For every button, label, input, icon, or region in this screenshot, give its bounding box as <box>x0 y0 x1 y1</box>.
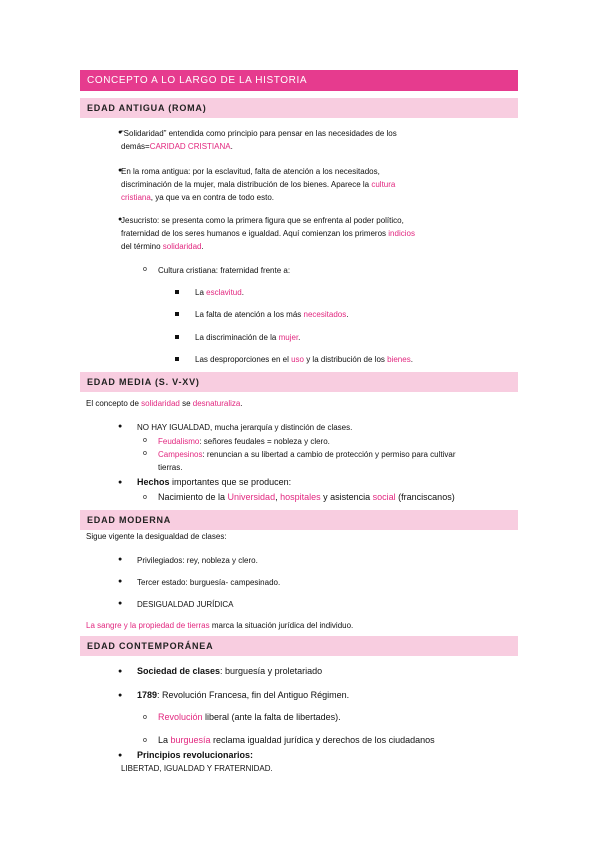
bullet-icon: ● <box>118 692 123 699</box>
section-heading-moderna: EDAD MODERNA <box>80 510 518 530</box>
text-line: tierras. <box>158 463 183 472</box>
list-item: NO HAY IGUALDAD, mucha jerarquía y distinción de clases. <box>137 423 353 432</box>
text-line: “Solidaridad” entendida como principio para pensar en las necesidades de los <box>121 129 397 138</box>
list-item: La discriminación de la mujer. <box>195 333 301 342</box>
list-item <box>121 127 397 153</box>
circle-bullet-icon: o <box>143 714 147 721</box>
sub-list-heading: Cultura cristiana: fraternidad frente a: <box>158 266 291 275</box>
bullet-icon: ● <box>118 423 123 430</box>
list-item: Tercer estado: burguesía- campesinado. <box>137 578 281 587</box>
list-item: Privilegiados: rey, nobleza y clero. <box>137 556 258 565</box>
text-line: del término solidaridad. <box>121 242 204 251</box>
list-item <box>121 214 415 253</box>
text-line: Jesucristo: se presenta como la primera figura que se enfrenta al poder político, <box>121 216 404 225</box>
list-item: Hechos importantes que se producen: <box>137 477 292 487</box>
circle-bullet-icon: o <box>143 737 147 744</box>
list-item <box>158 448 456 474</box>
circle-bullet-icon: o <box>143 450 147 457</box>
text-line: En la roma antigua: por la esclavitud, falta de atención a los necesitados, <box>121 167 380 176</box>
section-heading-media: EDAD MEDIA (S. V-XV) <box>80 372 518 392</box>
text-line: Campesinos: renuncian a su libertad a cambio de protección y permiso para cultivar <box>158 450 456 459</box>
bullet-icon: ● <box>118 752 123 759</box>
paragraph: El concepto de solidaridad se desnaturaliza. <box>86 399 243 408</box>
list-item: Nacimiento de la Universidad, hospitales y asistencia social (franciscanos) <box>158 492 455 502</box>
text-line: cristiana, ya que va en contra de todo esto. <box>121 193 274 202</box>
bullet-icon: ● <box>118 556 123 563</box>
bullet-icon: ● <box>118 129 123 136</box>
bullet-icon: ● <box>118 167 123 174</box>
text-line: fraternidad de los seres humanos e igualdad. Aquí comienzan los primeros indicios <box>121 229 415 238</box>
section-heading-antigua: EDAD ANTIGUA (ROMA) <box>80 98 518 118</box>
text-line: LIBERTAD, IGUALDAD Y FRATERNIDAD. <box>121 764 273 773</box>
circle-bullet-icon: o <box>143 437 147 444</box>
circle-bullet-icon: o <box>143 494 147 501</box>
bullet-icon: ● <box>118 479 123 486</box>
list-item: DESIGUALDAD JURÍDICA <box>137 600 234 609</box>
list-item: Sociedad de clases: burguesía y proletariado <box>137 666 323 676</box>
list-item <box>121 749 273 775</box>
bullet-icon: ● <box>118 216 123 223</box>
square-bullet-icon <box>175 290 179 294</box>
list-item: 1789: Revolución Francesa, fin del Antiguo Régimen. <box>137 690 350 700</box>
page-title: CONCEPTO A LO LARGO DE LA HISTORIA <box>80 70 518 91</box>
square-bullet-icon <box>175 357 179 361</box>
text-line: Principios revolucionarios: <box>137 750 254 760</box>
paragraph: La sangre y la propiedad de tierras marca la situación jurídica del individuo. <box>86 621 354 630</box>
list-item: La esclavitud. <box>195 288 244 297</box>
list-item: Revolución liberal (ante la falta de libertades). <box>158 712 341 722</box>
section-heading-contemporanea: EDAD CONTEMPORÁNEA <box>80 636 518 656</box>
list-item: La falta de atención a los más necesitados. <box>195 310 349 319</box>
square-bullet-icon <box>175 335 179 339</box>
list-item: La burguesía reclama igualdad jurídica y derechos de los ciudadanos <box>158 735 435 745</box>
bullet-icon: ● <box>118 668 123 675</box>
square-bullet-icon <box>175 312 179 316</box>
list-item: Feudalismo: señores feudales = nobleza y clero. <box>158 437 330 446</box>
circle-bullet-icon: o <box>143 266 147 273</box>
list-item: Las desproporciones en el uso y la distribución de los bienes. <box>195 355 413 364</box>
bullet-icon: ● <box>118 578 123 585</box>
text-line: demás=CARIDAD CRISTIANA. <box>121 142 233 151</box>
bullet-icon: ● <box>118 600 123 607</box>
list-item <box>121 165 395 204</box>
text-line: discriminación de la mujer, mala distribución de los bienes. Aparece la cultura <box>121 180 396 189</box>
paragraph: Sigue vigente la desigualdad de clases: <box>86 532 227 541</box>
